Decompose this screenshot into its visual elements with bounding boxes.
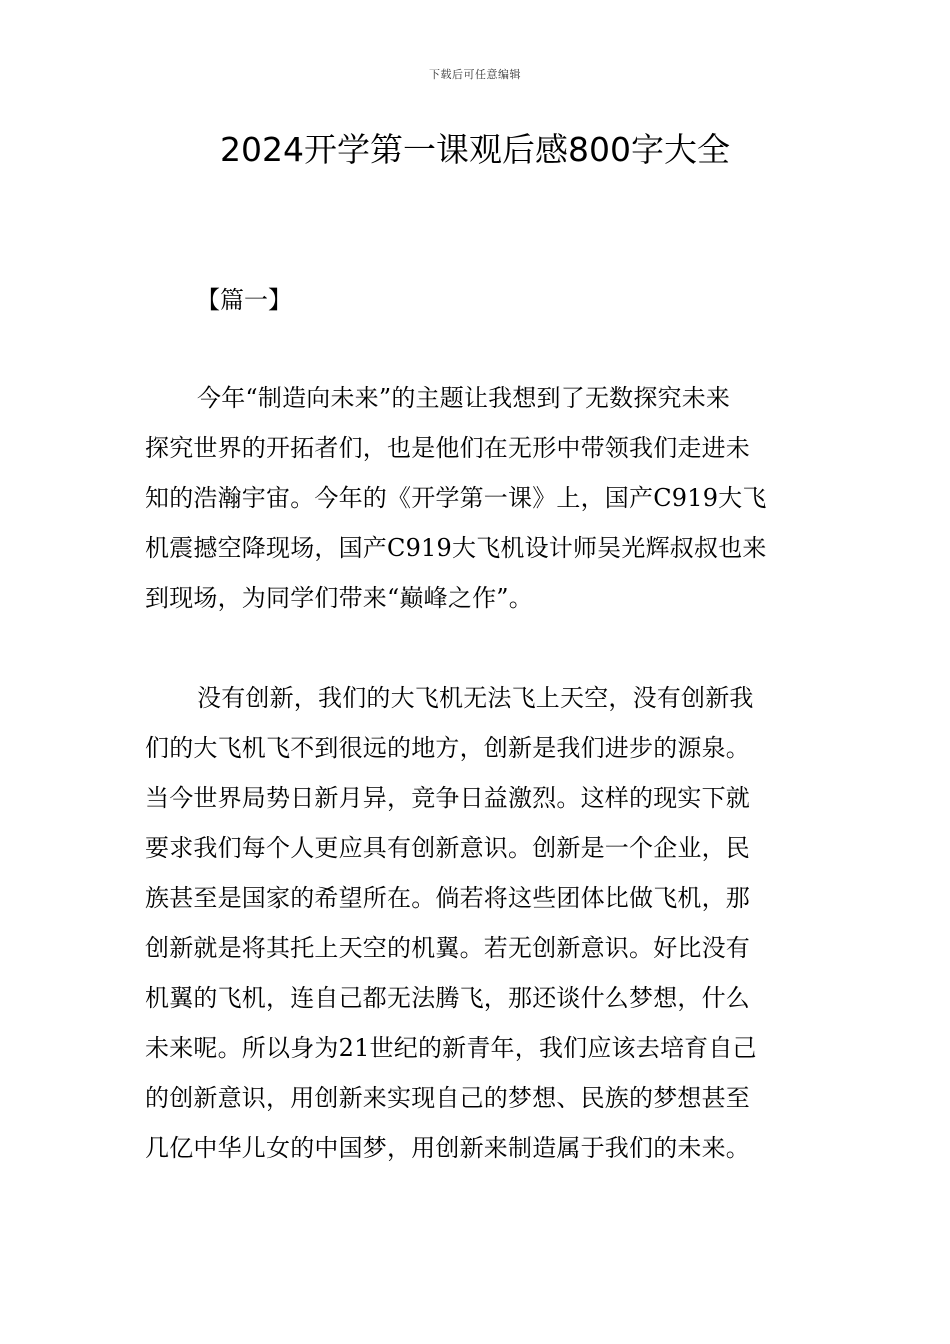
- paragraph-line: 没有创新，我们的大飞机无法飞上天空，没有创新我: [197, 684, 754, 712]
- paragraph-line: 要求我们每个人更应具有创新意识。创新是一个企业，民: [145, 834, 750, 862]
- paragraph-line: 今年“制造向未来”的主题让我想到了无数探究未来: [197, 384, 731, 412]
- header-note: 下载后可任意编辑: [429, 68, 521, 81]
- paragraph-line: 们的大飞机飞不到很远的地方，创新是我们进步的源泉。: [145, 734, 750, 762]
- paragraph-line: 未来呢。所以身为21世纪的新青年，我们应该去培育自己: [145, 1034, 757, 1062]
- body-paragraph-1: [145, 373, 809, 623]
- paragraph-line: 创新就是将其托上天空的机翼。若无创新意识。好比没有: [145, 934, 750, 962]
- paragraph-line: 族甚至是国家的希望所在。倘若将这些团体比做飞机，那: [145, 884, 750, 912]
- paragraph-line: 机震撼空降现场，国产C919大飞机设计师吴光辉叔叔也来: [145, 534, 767, 562]
- paragraph-line: 几亿中华儿女的中国梦，用创新来制造属于我们的未来。: [145, 1134, 750, 1162]
- body-paragraph-2: [145, 673, 809, 1173]
- paragraph-line: 到现场，为同学们带来“巅峰之作”。: [145, 584, 533, 612]
- section-heading: 【篇一】: [196, 286, 292, 314]
- paragraph-line: 知的浩瀚宇宙。今年的《开学第一课》上，国产C919大飞: [145, 484, 767, 512]
- paragraph-line: 当今世界局势日新月异，竞争日益激烈。这样的现实下就: [145, 784, 750, 812]
- document-title: 2024开学第一课观后感800字大全: [220, 130, 730, 169]
- paragraph-line: 机翼的飞机，连自己都无法腾飞，那还谈什么梦想，什么: [145, 984, 750, 1012]
- paragraph-line: 探究世界的开拓者们，也是他们在无形中带领我们走进未: [145, 434, 750, 462]
- paragraph-line: 的创新意识，用创新来实现自己的梦想、民族的梦想甚至: [145, 1084, 750, 1112]
